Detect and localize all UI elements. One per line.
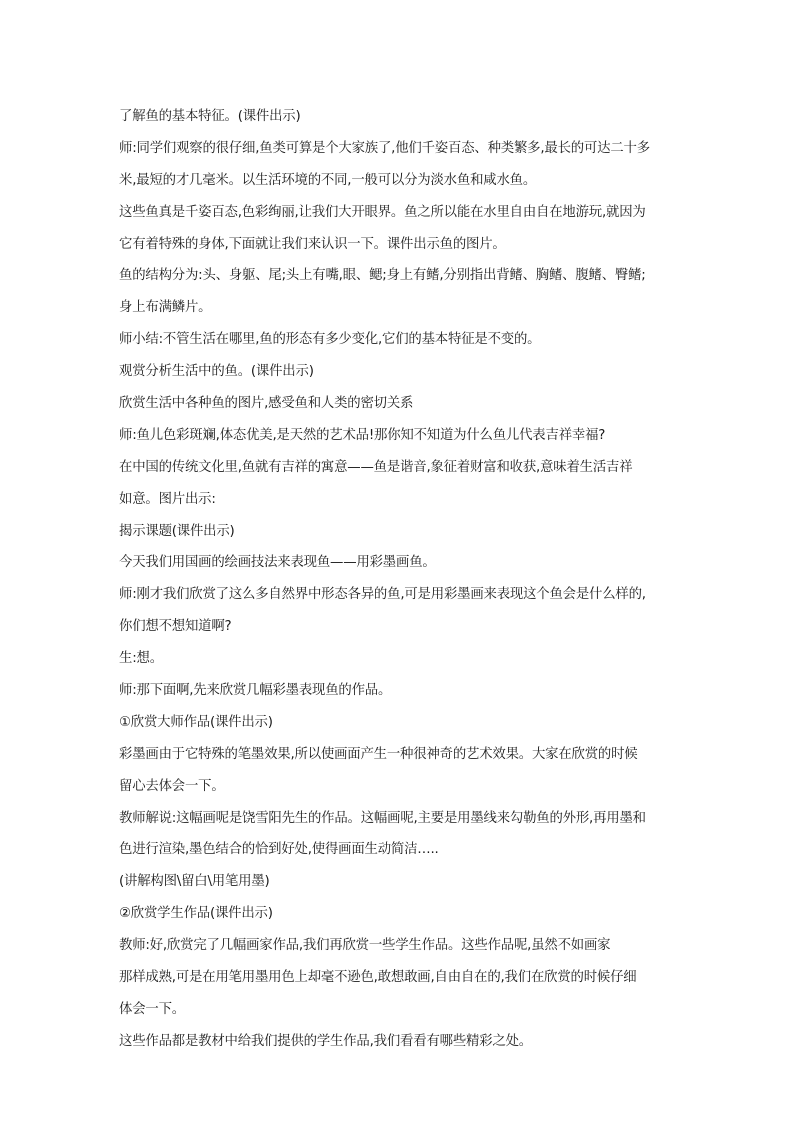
text-line: 观赏分析生活中的鱼。(课件出示) bbox=[119, 364, 314, 380]
text-line: 色进行渲染,墨色结合的恰到好处,使得画面生动简洁….. bbox=[119, 842, 439, 858]
text-line: ①欣赏大师作品(课件出示) bbox=[119, 714, 273, 730]
text-line: 师:刚才我们欣赏了这么多自然界中形态各异的鱼,可是用彩墨画来表现这个鱼会是什么样的, bbox=[119, 587, 646, 603]
text-line: ②欣赏学生作品(课件出示) bbox=[119, 906, 273, 922]
text-line: 师:鱼儿色彩斑斓,体态优美,是天然的艺术品!那你知不知道为什么鱼儿代表吉祥幸福? bbox=[119, 427, 606, 443]
text-line: 那样成熟,可是在用笔用墨用色上却毫不逊色,敢想敢画,自由自在的,我们在欣赏的时候仔细 bbox=[119, 970, 637, 986]
text-line: 这些鱼真是千姿百态,色彩绚丽,让我们大开眼界。鱼之所以能在水里自由自在地游玩,就因为 bbox=[119, 204, 646, 220]
text-line: 身上布满鳞片。 bbox=[119, 300, 212, 316]
text-line: 体会一下。 bbox=[119, 1001, 185, 1017]
text-line: 在中国的传统文化里,鱼就有吉祥的寓意——鱼是谐音,象征着财富和收获,意味着生活吉祥 bbox=[119, 459, 633, 475]
text-line: (讲解构图\留白\用笔用墨) bbox=[119, 874, 270, 890]
text-line: 生:想。 bbox=[119, 651, 163, 667]
text-line: 教师解说:这幅画呢是饶雪阳先生的作品。这幅画呢,主要是用墨线来勾勒鱼的外形,再用墨和 bbox=[119, 810, 646, 826]
text-line: 师:同学们观察的很仔细,鱼类可算是个大家族了,他们千姿百态、种类繁多,最长的可达二十多 bbox=[119, 140, 650, 156]
text-line: 如意。图片出示: bbox=[119, 491, 216, 507]
text-line: 留心去体会一下。 bbox=[119, 778, 225, 794]
text-line: 教师:好,欣赏完了几幅画家作品,我们再欣赏一些学生作品。这些作品呢,虽然不如画家 bbox=[119, 938, 611, 954]
document-body bbox=[119, 101, 679, 1058]
text-line: 欣赏生活中各种鱼的图片,感受鱼和人类的密切关系 bbox=[119, 396, 414, 412]
text-line: 师:那下面啊,先来欣赏几幅彩墨表现鱼的作品。 bbox=[119, 683, 392, 699]
text-line: 今天我们用国画的绘画技法来表现鱼——用彩墨画鱼。 bbox=[119, 555, 436, 571]
text-line: 你们想不想知道啊? bbox=[119, 619, 232, 635]
text-line: 这些作品都是教材中给我们提供的学生作品,我们看看有哪些精彩之处。 bbox=[119, 1033, 532, 1049]
text-line: 师小结:不管生活在哪里,鱼的形态有多少变化,它们的基本特征是不变的。 bbox=[119, 332, 541, 348]
text-line: 它有着特殊的身体,下面就让我们来认识一下。课件出示鱼的图片。 bbox=[119, 236, 506, 252]
text-line: 米,最短的才几毫米。以生活环境的不同,一般可以分为淡水鱼和咸水鱼。 bbox=[119, 172, 537, 188]
text-line: 彩墨画由于它特殊的笔墨效果,所以使画面产生一种很神奇的艺术效果。大家在欣赏的时候 bbox=[119, 746, 638, 762]
text-line: 揭示课题(课件出示) bbox=[119, 523, 235, 539]
text-line: 鱼的结构分为:头、身躯、尾;头上有嘴,眼、鳃;身上有鳍,分别指出背鳍、胸鳍、腹鳍、臀鳍; bbox=[119, 268, 646, 284]
text-line: 了解鱼的基本特征。(课件出示) bbox=[119, 109, 301, 124]
